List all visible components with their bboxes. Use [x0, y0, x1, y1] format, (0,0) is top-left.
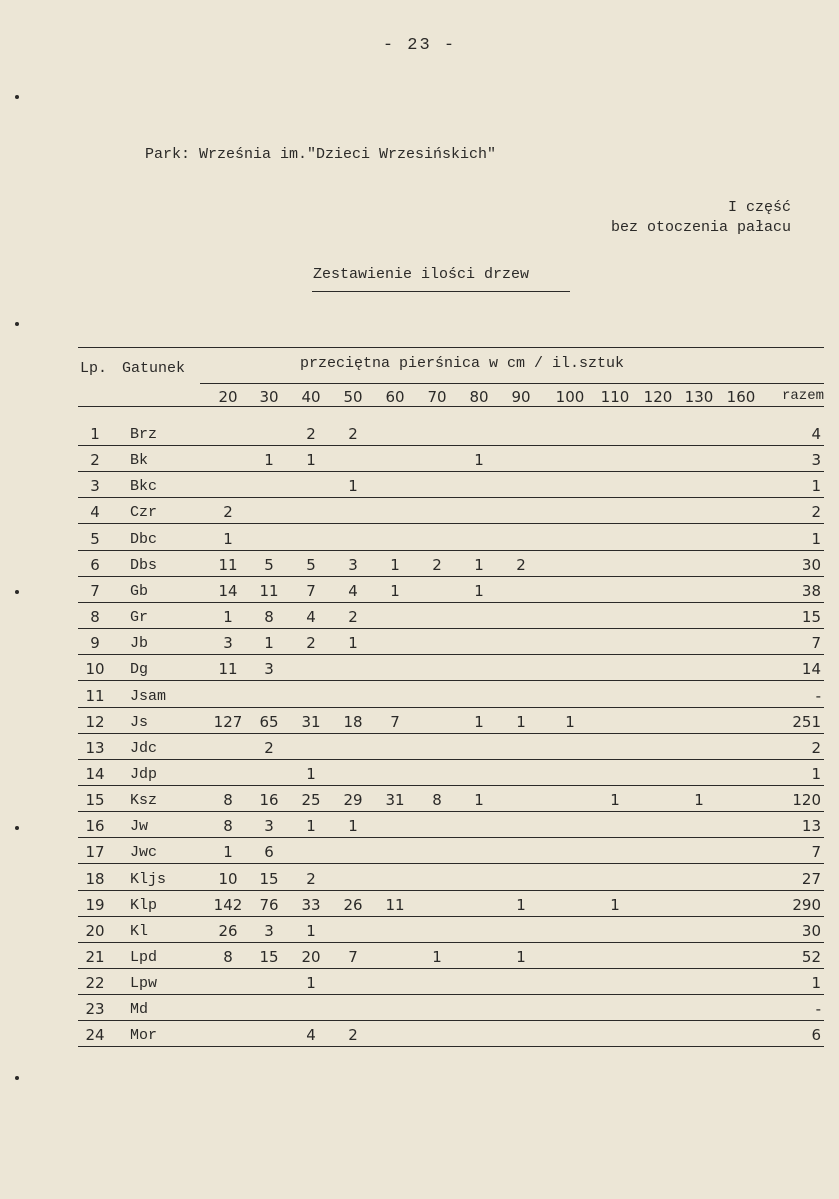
row-value: 1	[306, 921, 316, 940]
row-value: 1	[306, 817, 316, 836]
row-value: 11	[385, 895, 405, 914]
row-value: 2	[348, 1026, 358, 1045]
row-lp: 20	[85, 921, 105, 940]
row-value: 2	[516, 555, 526, 574]
table-row	[0, 420, 839, 446]
row-value: 1	[223, 529, 233, 548]
header-measure-rule	[200, 383, 824, 384]
row-value: 7	[306, 581, 316, 600]
row-value: 127	[213, 712, 243, 731]
row-value: 3	[348, 555, 358, 574]
row-gatunek: Kljs	[130, 870, 167, 888]
row-value: 1	[516, 895, 526, 914]
row-value: 1	[565, 712, 575, 731]
row-lp: 21	[85, 948, 105, 966]
part-line-1: I część	[727, 199, 791, 216]
column-header-110: 110	[600, 388, 630, 406]
table-row	[0, 786, 839, 812]
row-gatunek: Dg	[130, 661, 149, 679]
table-row	[0, 551, 839, 577]
row-value: 26	[343, 895, 363, 914]
row-value: 1	[474, 712, 484, 731]
table-row	[0, 812, 839, 838]
column-header-razem: razem	[781, 388, 824, 404]
row-gatunek: Js	[130, 713, 149, 731]
row-value: 11	[218, 660, 238, 679]
margin-mark	[15, 322, 19, 326]
row-value: 26	[218, 921, 238, 940]
table-row	[0, 838, 839, 864]
header-measure: przeciętna pierśnica w cm / il.sztuk	[300, 355, 625, 372]
row-total: 3	[811, 451, 821, 470]
row-value: 142	[213, 895, 243, 914]
row-value: 1	[474, 581, 484, 600]
row-total: 1	[811, 764, 821, 783]
table-row	[0, 969, 839, 995]
column-header-40: 40	[301, 388, 321, 406]
row-value: 18	[343, 712, 363, 731]
row-total: 2	[811, 738, 821, 757]
row-gatunek: Mor	[130, 1027, 158, 1045]
row-value: 14	[218, 581, 238, 600]
column-header-80: 80	[469, 388, 489, 406]
row-value: 1	[390, 555, 400, 574]
row-value: 76	[259, 895, 279, 914]
table-row	[0, 917, 839, 943]
row-lp: 7	[90, 581, 100, 600]
row-lp: 14	[85, 764, 105, 783]
row-value: 11	[259, 581, 279, 600]
row-gatunek: Jb	[130, 635, 149, 653]
row-value: 20	[301, 948, 321, 966]
row-total: 290	[792, 895, 821, 914]
row-total: 7	[811, 843, 821, 862]
row-value: 3	[264, 660, 274, 679]
table-row	[0, 708, 839, 734]
part-line-2: bez otoczenia pałacu	[610, 219, 791, 236]
row-lp: 8	[90, 608, 100, 627]
row-gatunek: Brz	[130, 426, 158, 443]
table-row	[0, 446, 839, 472]
row-lp: 5	[90, 529, 100, 548]
row-lp: 24	[85, 1026, 105, 1045]
row-lp: 17	[85, 843, 105, 862]
table-row	[0, 472, 839, 498]
column-header-160: 160	[726, 388, 756, 406]
row-total: 14	[801, 660, 821, 679]
row-total: 251	[792, 712, 821, 731]
row-value: 7	[390, 712, 400, 731]
row-value: 65	[259, 712, 279, 731]
row-total: 52	[801, 948, 821, 966]
row-lp: 18	[85, 869, 105, 888]
row-value: 3	[264, 921, 274, 940]
row-value: 6	[264, 843, 274, 862]
row-lp: 2	[90, 451, 100, 470]
park-heading: Park: Września im."Dzieci Wrzesińskich"	[145, 146, 497, 163]
column-header-60: 60	[385, 388, 405, 406]
row-value: 8	[223, 948, 233, 966]
row-value: 8	[223, 817, 233, 836]
row-total: 15	[801, 608, 821, 627]
row-value: 5	[306, 555, 316, 574]
row-gatunek: Lpw	[130, 975, 158, 993]
row-total: 1	[811, 974, 821, 993]
row-value: 5	[264, 555, 274, 574]
column-header-130: 130	[684, 388, 714, 406]
row-total: 30	[801, 555, 821, 574]
row-value: 1	[694, 791, 704, 810]
row-lp: 1	[90, 425, 100, 443]
table-row	[0, 603, 839, 629]
margin-mark	[15, 95, 19, 99]
row-value: 2	[348, 425, 358, 443]
row-lp: 19	[85, 895, 105, 914]
table-title: Zestawienie ilości drzew	[313, 266, 530, 283]
row-value: 8	[223, 791, 233, 810]
row-total: 27	[801, 869, 821, 888]
row-total: 13	[801, 817, 821, 836]
header-gatunek: Gatunek	[122, 360, 186, 377]
row-value: 1	[348, 817, 358, 836]
column-header-20: 20	[218, 388, 238, 406]
row-value: 15	[259, 869, 279, 888]
row-value: 15	[259, 948, 279, 966]
row-value: 25	[301, 791, 321, 810]
table-row	[0, 891, 839, 917]
row-gatunek: Czr	[130, 504, 158, 522]
table-row	[0, 577, 839, 603]
column-header-90: 90	[511, 388, 531, 406]
row-gatunek: Kl	[130, 922, 149, 940]
row-gatunek: Jw	[130, 818, 149, 836]
row-gatunek: Jdp	[130, 765, 158, 783]
row-lp: 16	[85, 817, 105, 836]
row-value: 2	[432, 555, 442, 574]
row-value: 1	[610, 895, 620, 914]
row-total: 7	[811, 634, 821, 653]
row-value: 1	[306, 974, 316, 993]
row-value: 3	[264, 817, 274, 836]
row-value: 11	[218, 555, 238, 574]
table-row	[0, 1021, 839, 1047]
row-gatunek: Klp	[130, 896, 158, 914]
row-total: 1	[811, 529, 821, 548]
row-gatunek: Dbs	[130, 556, 158, 574]
title-underline	[312, 291, 570, 292]
row-value: 16	[259, 791, 279, 810]
row-value: 1	[348, 477, 358, 496]
table-row	[0, 682, 839, 708]
margin-mark	[15, 1076, 19, 1080]
row-value: 3	[223, 634, 233, 653]
row-value: 1	[610, 791, 620, 810]
row-value: 2	[306, 869, 316, 888]
row-lp: 23	[85, 1000, 105, 1019]
row-value: 2	[348, 608, 358, 627]
header-bottom-rule	[78, 406, 824, 407]
table-top-rule	[78, 347, 824, 348]
row-lp: 9	[90, 634, 100, 653]
row-lp: 3	[90, 477, 100, 496]
row-lp: 15	[85, 791, 105, 810]
row-value: 2	[306, 425, 316, 443]
row-value: 2	[264, 738, 274, 757]
row-total: -	[815, 1000, 821, 1019]
row-value: 1	[390, 581, 400, 600]
row-lp: 13	[85, 738, 105, 757]
row-total: 120	[792, 791, 821, 810]
row-gatunek: Jwc	[130, 844, 158, 862]
row-gatunek: Ksz	[130, 792, 158, 810]
column-header-120: 120	[643, 388, 673, 406]
row-value: 1	[432, 948, 442, 966]
row-total: 30	[801, 921, 821, 940]
table-row	[0, 760, 839, 786]
row-value: 8	[432, 791, 442, 810]
row-value: 1	[516, 948, 526, 966]
row-value: 4	[306, 1026, 316, 1045]
row-total: 1	[811, 477, 821, 496]
row-gatunek: Jsam	[130, 687, 167, 705]
row-value: 31	[301, 712, 321, 731]
row-value: 1	[264, 634, 274, 653]
table-row	[0, 629, 839, 655]
table-row	[0, 865, 839, 891]
row-value: 8	[264, 608, 274, 627]
table-row	[0, 655, 839, 681]
row-lp: 10	[85, 660, 105, 679]
row-value: 1	[223, 608, 233, 627]
page-number: - 23 -	[382, 36, 457, 55]
row-value: 4	[348, 581, 358, 600]
row-lp: 4	[90, 503, 100, 522]
row-value: 1	[474, 791, 484, 810]
table-row	[0, 525, 839, 551]
part-note	[611, 198, 791, 238]
row-gatunek: Gr	[130, 609, 149, 627]
row-total: 6	[811, 1026, 821, 1045]
row-lp: 22	[85, 974, 105, 993]
row-gatunek: Md	[130, 1001, 149, 1019]
row-value: 4	[306, 608, 316, 627]
row-value: 1	[306, 451, 316, 470]
row-value: 1	[516, 712, 526, 731]
row-value: 29	[343, 791, 363, 810]
row-value: 1	[264, 451, 274, 470]
column-header-50: 50	[343, 388, 363, 406]
column-header-30: 30	[259, 388, 279, 406]
row-value: 10	[218, 869, 238, 888]
table-row	[0, 498, 839, 524]
row-gatunek: Bk	[130, 452, 149, 470]
table-row	[0, 995, 839, 1021]
row-lp: 11	[85, 686, 105, 705]
table-row	[0, 943, 839, 969]
row-value: 1	[223, 843, 233, 862]
row-value: 2	[306, 634, 316, 653]
row-gatunek: Lpd	[130, 949, 158, 966]
row-gatunek: Gb	[130, 582, 149, 600]
row-value: 1	[474, 555, 484, 574]
row-gatunek: Dbc	[130, 530, 158, 548]
row-rule	[78, 1046, 824, 1047]
row-lp: 12	[85, 712, 105, 731]
row-value: 1	[474, 451, 484, 470]
column-header-100: 100	[555, 388, 585, 406]
row-value: 31	[385, 791, 405, 810]
row-value: 7	[348, 948, 358, 966]
row-total: -	[815, 686, 821, 705]
column-header-70: 70	[427, 388, 447, 406]
row-gatunek: Bkc	[130, 478, 158, 496]
row-total: 4	[811, 425, 821, 443]
row-gatunek: Jdc	[130, 739, 158, 757]
table-row	[0, 734, 839, 760]
row-total: 2	[811, 503, 821, 522]
row-value: 1	[306, 764, 316, 783]
row-lp: 6	[90, 555, 100, 574]
row-value: 1	[348, 634, 358, 653]
header-lp: Lp.	[80, 360, 108, 377]
row-value: 33	[301, 895, 321, 914]
row-total: 38	[801, 581, 821, 600]
row-value: 2	[223, 503, 233, 522]
